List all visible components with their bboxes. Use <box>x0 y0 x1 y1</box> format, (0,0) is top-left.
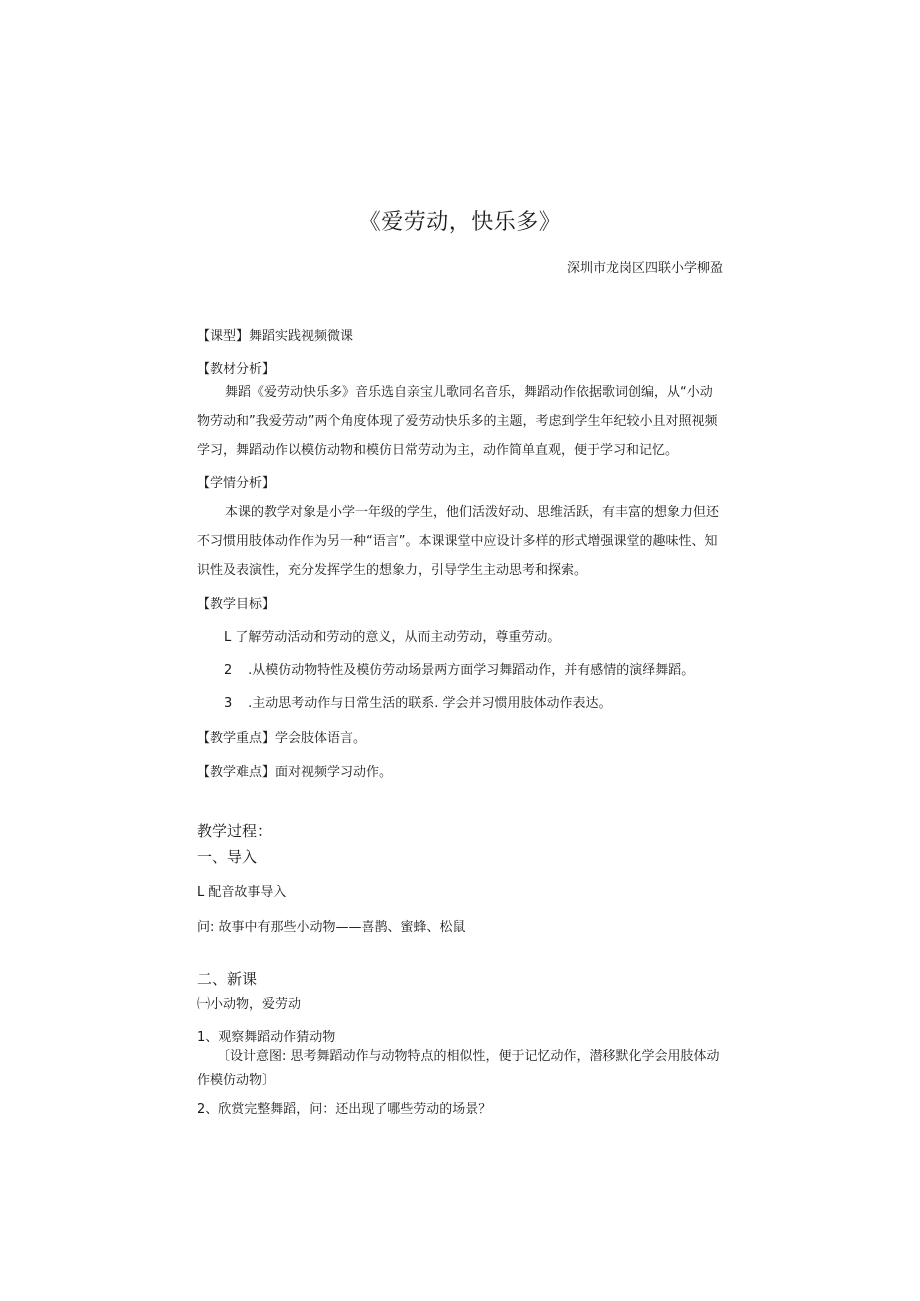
goal-number: L <box>224 630 232 645</box>
goal-item-2 <box>224 659 694 678</box>
intro-item-2: 问: 故事中有那些小动物——喜鹊、蜜蜂、松鼠 <box>197 920 466 935</box>
student-paragraph: 本课的教学对象是小学一年级的学生，他们活泼好动、思维活跃，有丰富的想象力但还不习惯用肢体动作作为另一种“语言”。本课课堂中应设计多样的形式增强课堂的趣味性、知识性及表演性，充分发挥学生的想象力，引导学生主动思考和探索。 <box>197 505 720 578</box>
goal-number: 3 <box>224 696 233 711</box>
difficulty-value: 面对视频学习动作。 <box>275 765 393 780</box>
design-intent: 〔设计意图: 思考舞蹈动作与动物特点的相似性，便于记忆动作，潜移默化学会用肢体动作模仿动物〕 <box>197 1049 720 1088</box>
key-point-value: 学会肢体语言。 <box>275 731 367 746</box>
course-type-row <box>197 325 353 344</box>
key-point-row <box>197 727 366 746</box>
new-subsection-1: ㈠小动物，爱劳动 <box>197 997 302 1012</box>
difficulty-row <box>197 761 392 780</box>
difficulty-label: 【教学难点】 <box>197 765 276 780</box>
goal-item-3 <box>224 692 612 711</box>
goal-text: .主动思考动作与日常生活的联系. 学会并习惯用肢体动作表达。 <box>248 696 612 711</box>
material-paragraph: 舞蹈《爱劳动快乐多》音乐选自亲宝儿歌同名音乐，舞蹈动作依据歌词创编，从“小动物劳动和”我爱劳动”两个角度体现了爱劳动快乐多的主题，考虑到学生年纪较小且对照视频学习，舞蹈动作以模仿动物和模仿日常劳动为主，动作简单直观，便于学习和记忆。 <box>197 385 718 458</box>
goal-item-1 <box>224 626 560 645</box>
key-point-label: 【教学重点】 <box>197 731 276 746</box>
student-label: 【学情分析】 <box>197 476 276 491</box>
author-line: 深圳市龙岗区四联小学柳盈 <box>566 261 723 276</box>
course-type-label: 【课型】 <box>197 329 250 344</box>
section-heading-new: 二、新课 <box>197 970 258 988</box>
new-item-2: 2、欣赏完整舞蹈，问：还出现了哪些劳动的场景？ <box>197 1102 492 1117</box>
goal-text: .从模仿动物特性及模仿劳动场景两方面学习舞蹈动作，并有感情的演绎舞蹈。 <box>248 663 695 678</box>
section-heading-intro: 一、导入 <box>197 848 258 866</box>
material-label: 【教材分析】 <box>197 362 276 377</box>
new-item-1: 1、观察舞蹈动作猜动物 <box>197 1030 336 1045</box>
document-title: 《爱劳动，快乐多》 <box>358 210 562 235</box>
process-title: 教学过程： <box>197 822 273 840</box>
goal-number: 2 <box>224 663 233 678</box>
goals-label: 【教学目标】 <box>197 597 276 612</box>
intro-item-1: L 配音故事导入 <box>197 885 287 900</box>
course-type-value: 舞蹈实践视频微课 <box>249 329 354 344</box>
goal-text: 了解劳动活动和劳动的意义，从而主动劳动，尊重劳动。 <box>235 630 561 645</box>
